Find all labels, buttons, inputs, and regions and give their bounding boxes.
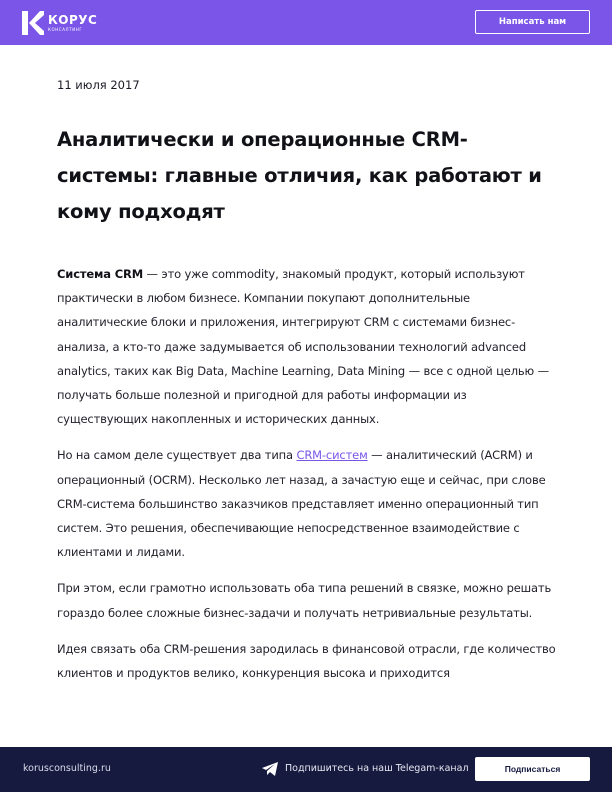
paragraph-3: При этом, если грамотно использовать оба типа решений в связке, можно решать гораздо более сложные бизнес-задачи и получать нетривиальные результаты. (57, 581, 552, 620)
paragraph-2-after: — аналитический (ACRM) и операционный (OCRM). Несколько лет назад, а зачастую еще и сейчас, при слове CRM-система большинство заказчиков представляет именно операционный тип систем. Это решения, обеспечивающие непосредственное взаимодействие с клиентами и лидами. (57, 448, 546, 560)
paragraph-4: Идея связать оба CRM-решения зародилась в финансовой отрасли, где количество клиентов и продуктов велико, конкуренция высока и приходится (57, 641, 556, 681)
paragraph-2 (57, 443, 557, 564)
contact-us-button[interactable]: Написать нам (475, 10, 590, 34)
telegram-icon[interactable] (262, 762, 278, 776)
telegram-subscribe-link[interactable]: Подпишитесь на наш Telegam-канал (285, 763, 469, 774)
logo-subtext: КОНСАЛТИНГ (48, 26, 83, 32)
site-link[interactable]: korusconsulting.ru (23, 763, 111, 774)
paragraph-2-before: Но на самом деле существует два типа (57, 448, 297, 463)
article-date: 11 июля 2017 (57, 78, 140, 92)
crm-system-bold: Система CRM (57, 267, 144, 281)
article-body (57, 262, 557, 697)
paragraph-1-text: — это уже commodity, знакомый продукт, который используют практически в любом бизнесе. Компании покупают дополнительные аналитические блоки и приложения, интегрируют CRM с системами бизнес-анализа, а кто-то даже задумывается об использовании технологий advanced analytics, таких как Big Data, Machine Learning, Data Mining — все с одной целью — получать больше полезной и пригодной для работы информации из существующих накопленных и исторических данных. (57, 267, 549, 427)
article-title: Аналитически и операционные CRM-системы: главные отличия, как работают и кому подходят (57, 128, 542, 223)
top-header (0, 0, 612, 45)
korus-logo-icon (22, 11, 44, 35)
crm-systems-link[interactable]: CRM-систем (296, 448, 368, 463)
bottom-bar (0, 747, 612, 792)
paragraph-1 (57, 262, 557, 431)
subscribe-button[interactable]: Подписаться (475, 757, 590, 781)
logo-text: КОРУС (48, 12, 98, 27)
korus-logo[interactable] (22, 11, 97, 35)
